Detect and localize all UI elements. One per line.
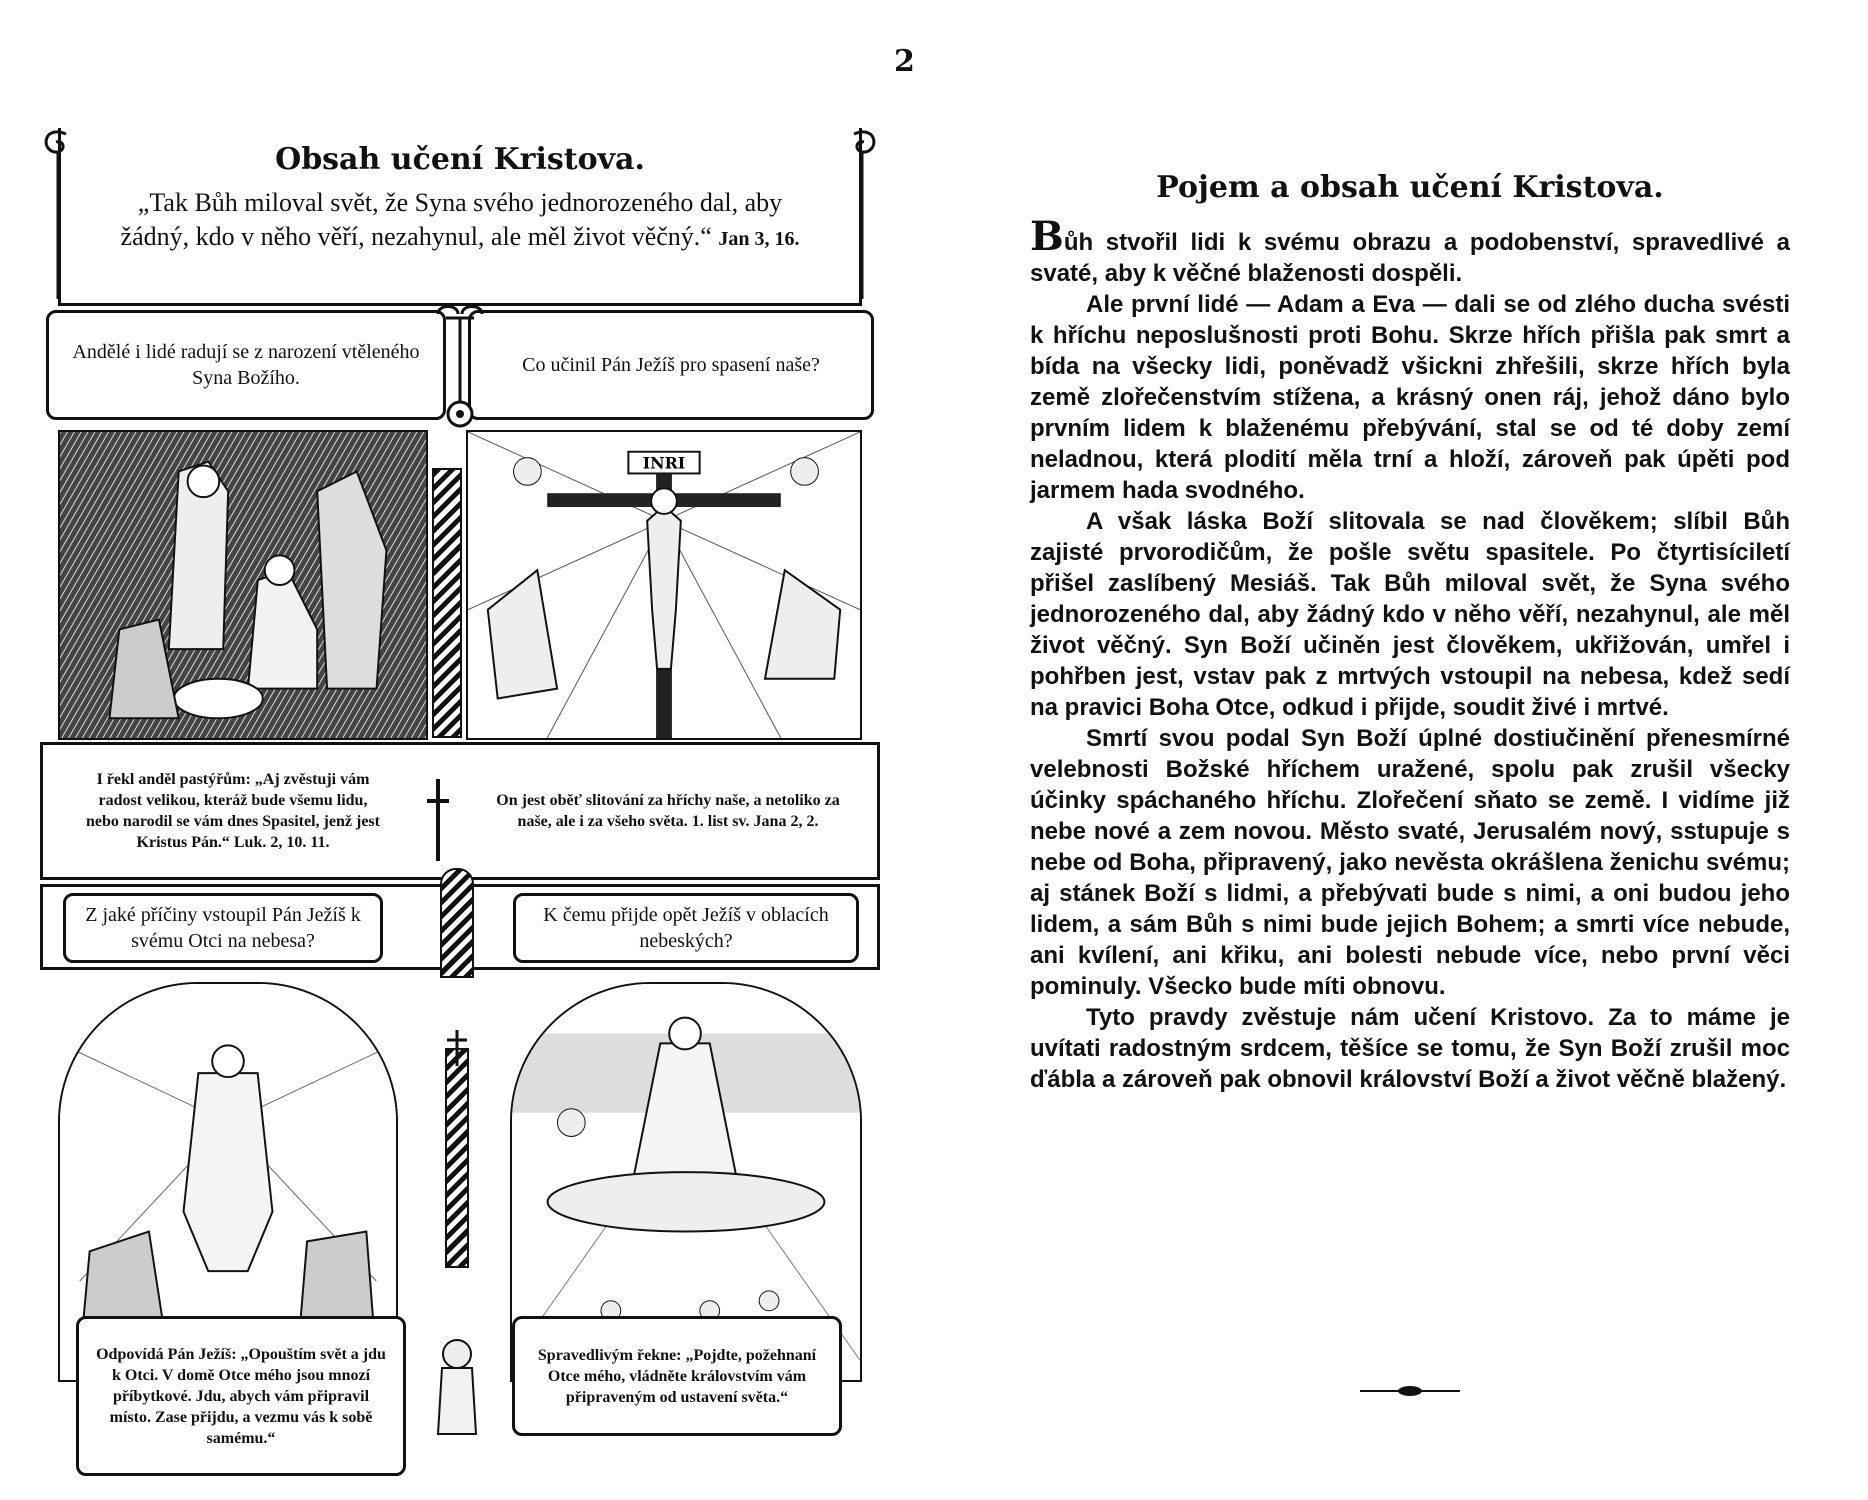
scroll-curl-left-icon — [36, 114, 76, 304]
text-jesus-answer: Odpovídá Pán Ježíš: „Opouštím svět a jdu k Otci. V domě Otce mého jsou mnozí příbytkové. Jdu, abych vám připravil místo. Zase přijdu, a vezmu vás k sobě samému.“ — [96, 1345, 386, 1447]
caption-box-ascension — [63, 893, 383, 963]
paragraph-2: Ale první lidé — Adam a Eva — dali se od zlého ducha svésti k hříchu neposlušnosti proti Bohu. Skrze hřích přišla pak smrt a bída na všecky lidi, poněvadž všickni zhřešili, skrze hřích byla země zlořečenstvím stížena, a krásný onen ráj, jehož dáno bylo prvním lidem k blaženému přebývání, stal se od té doby zemí neladnou, která plodití měla trní a hloží, zároveň pak úpěti pod jarmem hada svodného. — [1030, 291, 1790, 504]
title-scroll — [58, 128, 862, 306]
twisted-column-middle — [440, 868, 474, 978]
text-sacrifice: On jest oběť slitování za hříchy naše, a netoliko za naše, ale i za všeho světa. 1. list sv. Jana 2, 2. — [496, 792, 840, 830]
right-page — [1030, 170, 1790, 1095]
cross-icon — [423, 775, 453, 865]
paragraph-3: A však láska Boží slitovala se nad člověkem; slíbil Bůh zajisté prvorodičům, že pošle světu spasitele. Po čtyrtisíciletí přišel zaslíbený Mesiáš. Tak Bůh miloval svět, že Syna svého jednorozeného dal, aby žádný kdo v něho věří, nezahynul, ale měl život věčný. Syn Boží učiněn jest člověkem, ukřižován, umřel i pohřben jest, vstav pak z mrtvých vstoupil na nebesa, kdež sedí na pravici Boha Otce, odkud i přijde, soudit živé i mrtvé. — [1030, 508, 1790, 721]
quote — [101, 186, 819, 256]
catechism-panel — [40, 128, 880, 1478]
paragraph-1 — [1030, 213, 1790, 289]
text-box-righteous — [512, 1316, 842, 1436]
nativity-illustration — [58, 430, 428, 740]
page-number: 2 — [894, 44, 915, 79]
panel-title: Obsah učení Kristova. — [275, 142, 645, 177]
paragraph-5: Tyto pravdy zvěstuje nám učení Kristovo. Za to máme je uvítati radostným srdcem, těšíce se tomu, že Syn Boží zrušil moc ďábla a zároveň pak obnovil království Boží a život věčně blažený. — [1030, 1004, 1790, 1093]
crucifixion-illustration — [466, 430, 862, 740]
paragraph-1-text: ůh stvořil lidi k svému obrazu a podobenství, spravedlivé a svaté, aby k věčné blaženosti dospěli. — [1030, 229, 1790, 287]
twisted-column-lower — [445, 1048, 469, 1268]
small-cross-icon — [442, 1028, 472, 1068]
tail-ornament-icon — [1360, 1384, 1460, 1398]
inri-sign: INRI — [642, 453, 686, 473]
caption-ascension: Z jaké příčiny vstoupil Pán Ježíš k svému Otci na nebesa? — [85, 904, 361, 952]
text-righteous: Spravedlivým řekne: „Pojdte, požehnaní Otce mého, vládněte královstvím vám připraveným od ustavení světa.“ — [537, 1346, 817, 1406]
quote-reference: Jan 3, 16. — [718, 228, 800, 250]
angel-ornament-icon — [432, 1324, 482, 1444]
scripture-band — [40, 742, 880, 880]
quote-text: „Tak Bůh miloval svět, že Syna svého jednorozeného dal, aby žádný, kdo v něho věří, nezahynul, ale měl život věčný.“ — [120, 188, 783, 251]
caption-nativity: Andělé i lidé radují se z narození vtěleného Syna Božího. — [72, 341, 420, 389]
caption-box-nativity — [46, 310, 446, 420]
twisted-column — [432, 468, 462, 738]
paragraph-4: Smrtí svou podal Syn Boží úplné dostiučinění přenesmírné velebnosti Božské hříchem uražené, spolu pak zrušil všecky účinky spáchaného hříchu. Zlořečení sňato se země. I vidíme již nebe nové a zem novou. Město svaté, Jerusalém nový, sstupuje s nebe od Boha, připravený, jako nevěsta okrášlena ženichu svému; aj stánek Boží s lidmi, a přebývati bude s nimi, a oni budou jeho lidem, a sám Bůh s nimi bude jejich Bohem; a smrti více nebude, ani kvílení, ani křiku, ani bolesti nebude více, nebo první věci pominuly. Všecko bude míti obnovu. — [1030, 725, 1790, 1000]
drop-initial: B — [1030, 213, 1064, 260]
right-title: Pojem a obsah učení Kristova. — [1156, 170, 1664, 205]
text-angel: I řekl anděl pastýřům: „Aj zvěstuji vám radost velikou, kteráž bude všemu lidu, nebo narodil se vám dnes Spasitel, jenž jest Kristus Pán.“ Luk. 2, 10. 11. — [86, 771, 380, 851]
caption-box-return — [513, 893, 859, 963]
scroll-curl-right-icon — [844, 114, 884, 304]
text-box-jesus — [76, 1316, 406, 1476]
caption-return: K čemu přijde opět Ježíš v oblacích nebeských? — [543, 904, 829, 952]
caption-box-salvation — [468, 310, 874, 420]
caption-salvation: Co učinil Pán Ježíš pro spasení naše? — [522, 354, 820, 376]
ornament-column-icon — [430, 304, 490, 434]
